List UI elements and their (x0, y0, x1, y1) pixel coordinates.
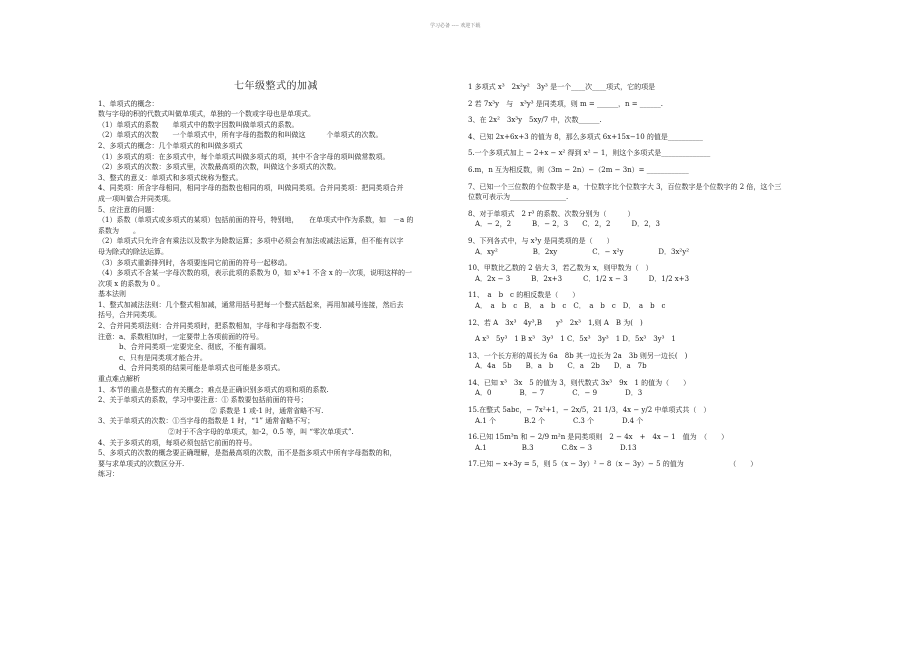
question-item (468, 263, 848, 284)
question-options: A．4a 5b B．a b C．a 2b D．a 7b (468, 362, 647, 371)
text-line: （2）多项式的次数：多项式里，次数最高项的次数，叫做这个多项式的次数。 (98, 163, 341, 172)
text-line: 数与字母的积的代数式叫做单项式，单独的一个数或字母也是单项式。 (98, 110, 315, 119)
question-stem: 6.m，n 互为相反数，则（3m − 2n）−（2m − 3n）= ____________ (468, 165, 689, 174)
document-title: 七年级整式的加减 (234, 81, 318, 92)
text-line: （4）多项式不含某一字母次数的项，表示此项的系数为 0，如 x³+1 不含 x 的一次项，说明这样的一 (98, 269, 413, 278)
text-line: （3）多项式重新排列时，各项要连同它前面的符号一起移动。 (98, 258, 292, 267)
text-line: 注意：a、系数相加时，一定要带上各项前面的符号。 (98, 332, 264, 341)
question-item (468, 236, 848, 257)
text-line: 基本法则 (98, 290, 126, 299)
question-options: 位数可表示为________________. (468, 193, 569, 202)
text-line: 2、关于单项式的系数，学习中要注意：① 系数要包括前面的符号； (98, 396, 308, 405)
question-stem: A x³ 5y³ 1 B x³ 3y³ 1 C．5x³ 3y³ 1 D．5x³ 3y³ 1 (468, 335, 676, 344)
text-line: b、合并同类项一定要完全、彻底，不能有漏项。 (98, 343, 271, 352)
question-item (468, 99, 848, 110)
text-line: 4、关于多项式的项，每项必须包括它前面的符号。 (98, 438, 257, 447)
question-item (468, 432, 848, 453)
question-item (468, 209, 848, 230)
left-column (98, 82, 454, 480)
header-note: 学习必备 ---- 欢迎下载 (430, 23, 481, 29)
question-stem: 14、已知 x³ 3x 5 的值为 3，则代数式 3x³ 9x 1 的值为（ ） (468, 378, 691, 387)
question-stem: 10、甲数比乙数的 2 倍大 3，若乙数为 x，则甲数为（ ） (468, 264, 653, 273)
question-item (468, 405, 848, 426)
question-item (468, 132, 848, 143)
question-item (468, 115, 848, 126)
question-stem: 3、在 2x² 3x³y 5xy/7 中，次数______. (468, 116, 602, 125)
question-stem: 15.在整式 5abc，− 7x²+1，− 2x/5，21 1/3，4x − y/2 中单项式共（ ） (468, 406, 711, 415)
question-list (468, 82, 848, 470)
question-stem: 17.已知 − x+3y = 5，则 5（x − 3y）² − 8（x − 3y）− 5 的值为 （ ） (468, 460, 758, 469)
question-stem: 4、已知 2x+6x+3 的值为 8，那么多项式 6x+15x−10 的值是__________ (468, 132, 703, 141)
question-options: A．xy² B．2xy C．− x²y D．3x²y² (468, 247, 689, 256)
text-line: 2、多项式的概念：几个单项式的和叫做多项式 (98, 141, 243, 150)
question-options: A．− 2，2 B．− 2，3 C．2，2 D．2，3 (468, 220, 660, 229)
text-line: 要与求单项式的次数区分开. (98, 459, 185, 468)
question-item (468, 318, 848, 329)
question-stem: 2 若 7x³y 与 x³y³ 是同类项，则 m = ______，n = ______. (468, 99, 664, 108)
text-line: 括号，合并同类项。 (98, 311, 161, 320)
question-options: A．0 B．− 7 C．− 9 D．3 (468, 389, 643, 398)
question-options: A． a b c B． a b c C． a b c D． a b c (468, 301, 666, 310)
question-stem: 13、一个长方形的周长为 6a 8b 其一边长为 2a 3b 则另一边长( ) (468, 351, 688, 360)
text-line: 母为除式的除法运算。 (98, 247, 168, 256)
text-line: （1）系数（单项式或多项式的某项）包括前面的符号，特别地， 在单项式中作为系数，如 －a 的 (98, 216, 414, 225)
question-item (468, 459, 848, 470)
text-line: 系数为 。 (98, 226, 140, 235)
text-line: 1、整式加减法法则：几个整式相加减，通常用括号把每一个整式括起来，再用加减号连接，然后去 (98, 300, 404, 309)
question-item (468, 148, 848, 159)
text-line: ② 系数是 1 或-1 时，通常省略不写. (98, 406, 324, 415)
question-item (468, 351, 848, 372)
text-line: （1）单项式的系数 单项式中的数字因数叫做单项式的系数。 (98, 120, 299, 129)
text-line: （2）单项式只允许含有乘法以及数字为除数运算；多项中必须会有加法或减法运算，但不能有以字 (98, 237, 404, 246)
question-stem: 5.一个多项式加上 − 2+x − x² 得到 x² − 1，则这个多项式是______________ (468, 149, 711, 158)
question-stem: 1 多项式 x³ 2x²y² 3y³ 是一个____次____项式，它的项是 (468, 83, 656, 91)
text-line: 练习： (98, 470, 119, 479)
text-line: 1、本节的重点是整式的有关概念；难点是正确识别多项式的项和项的系数. (98, 385, 329, 394)
question-item (468, 378, 848, 399)
left-content (98, 99, 454, 480)
text-line: 重点难点解析 (98, 375, 140, 384)
text-line: 成一项叫做合并同类项。 (98, 194, 175, 203)
text-line: 4、同类项：所含字母相同，相同字母的指数也相同的项，叫做同类项。合并同类项：把同类项合并 (98, 184, 404, 193)
text-line: （1）多项式的项：在多项式中，每个单项式叫做多项式的项，其中不含字母的项叫做常数项。 (98, 152, 390, 161)
text-line: （2）单项式的次数 一个单项式中，所有字母的指数的和叫做这 个单项式的次数。 (98, 131, 383, 140)
question-item (468, 165, 848, 176)
question-stem: 16.已知 15m³n 和 − 2/9 m²n 是同类项则 2 − 4x + 4x − 1 值为 （ ） (468, 433, 729, 442)
text-line: 2、合并同类项法则：合并同类项时，把系数相加，字母和字母指数不变. (98, 322, 322, 331)
question-item (468, 182, 848, 203)
text-line: c、只有是同类项才能合并。 (98, 353, 207, 362)
question-options: A．2x − 3 B．2x+3 C．1/2 x − 3 D．1/2 x+3 (468, 274, 690, 283)
question-stem: 9、下列各式中，与 x³y 是同类项的是（ ） (468, 236, 614, 245)
question-stem: 12、若 A 3x³ 4y³,B y³ 2x³ 1,则 A B 为( ) (468, 318, 643, 327)
text-line: 3、关于单项式的次数：①当字母的指数是 1 时，“1” 通常省略不写； (98, 417, 315, 426)
question-options: A.1 个 B.2 个 C.3 个 D.4 个 (468, 416, 644, 425)
right-column (468, 82, 848, 476)
text-line: ②对于不含字母的单项式，如-2，0.5 等，叫 “零次单项式”. (98, 428, 354, 436)
text-line: 1、单项式的概念： (98, 99, 159, 108)
question-item (468, 82, 848, 93)
question-stem: 7、已知一个三位数的个位数字是 a，十位数字比个位数字大 3，百位数字是个位数字的 2 倍，这个三 (468, 182, 782, 191)
question-item (468, 334, 848, 345)
text-line: 5、应注意的问题： (98, 205, 159, 214)
text-line: 次项 x 的系数为 0 。 (98, 279, 165, 288)
question-stem: 8、对于单项式 2 r³ 的系数、次数分别为（ ） (468, 209, 635, 218)
question-stem: 11、 a b c 的相反数是（ ） (468, 291, 580, 300)
question-options: A.1 B.3 C.8x − 3 D.13 (468, 443, 637, 452)
text-line: d、合并同类项的结果可能是单项式也可能是多项式。 (98, 364, 285, 373)
question-item (468, 290, 848, 311)
text-line: 5、多项式的次数的概念要正确理解，是指最高项的次数，而不是指多项式中所有字母指数的和， (98, 449, 397, 458)
text-line: 3、整式的意义：单项式和多项式统称为整式。 (98, 173, 243, 182)
